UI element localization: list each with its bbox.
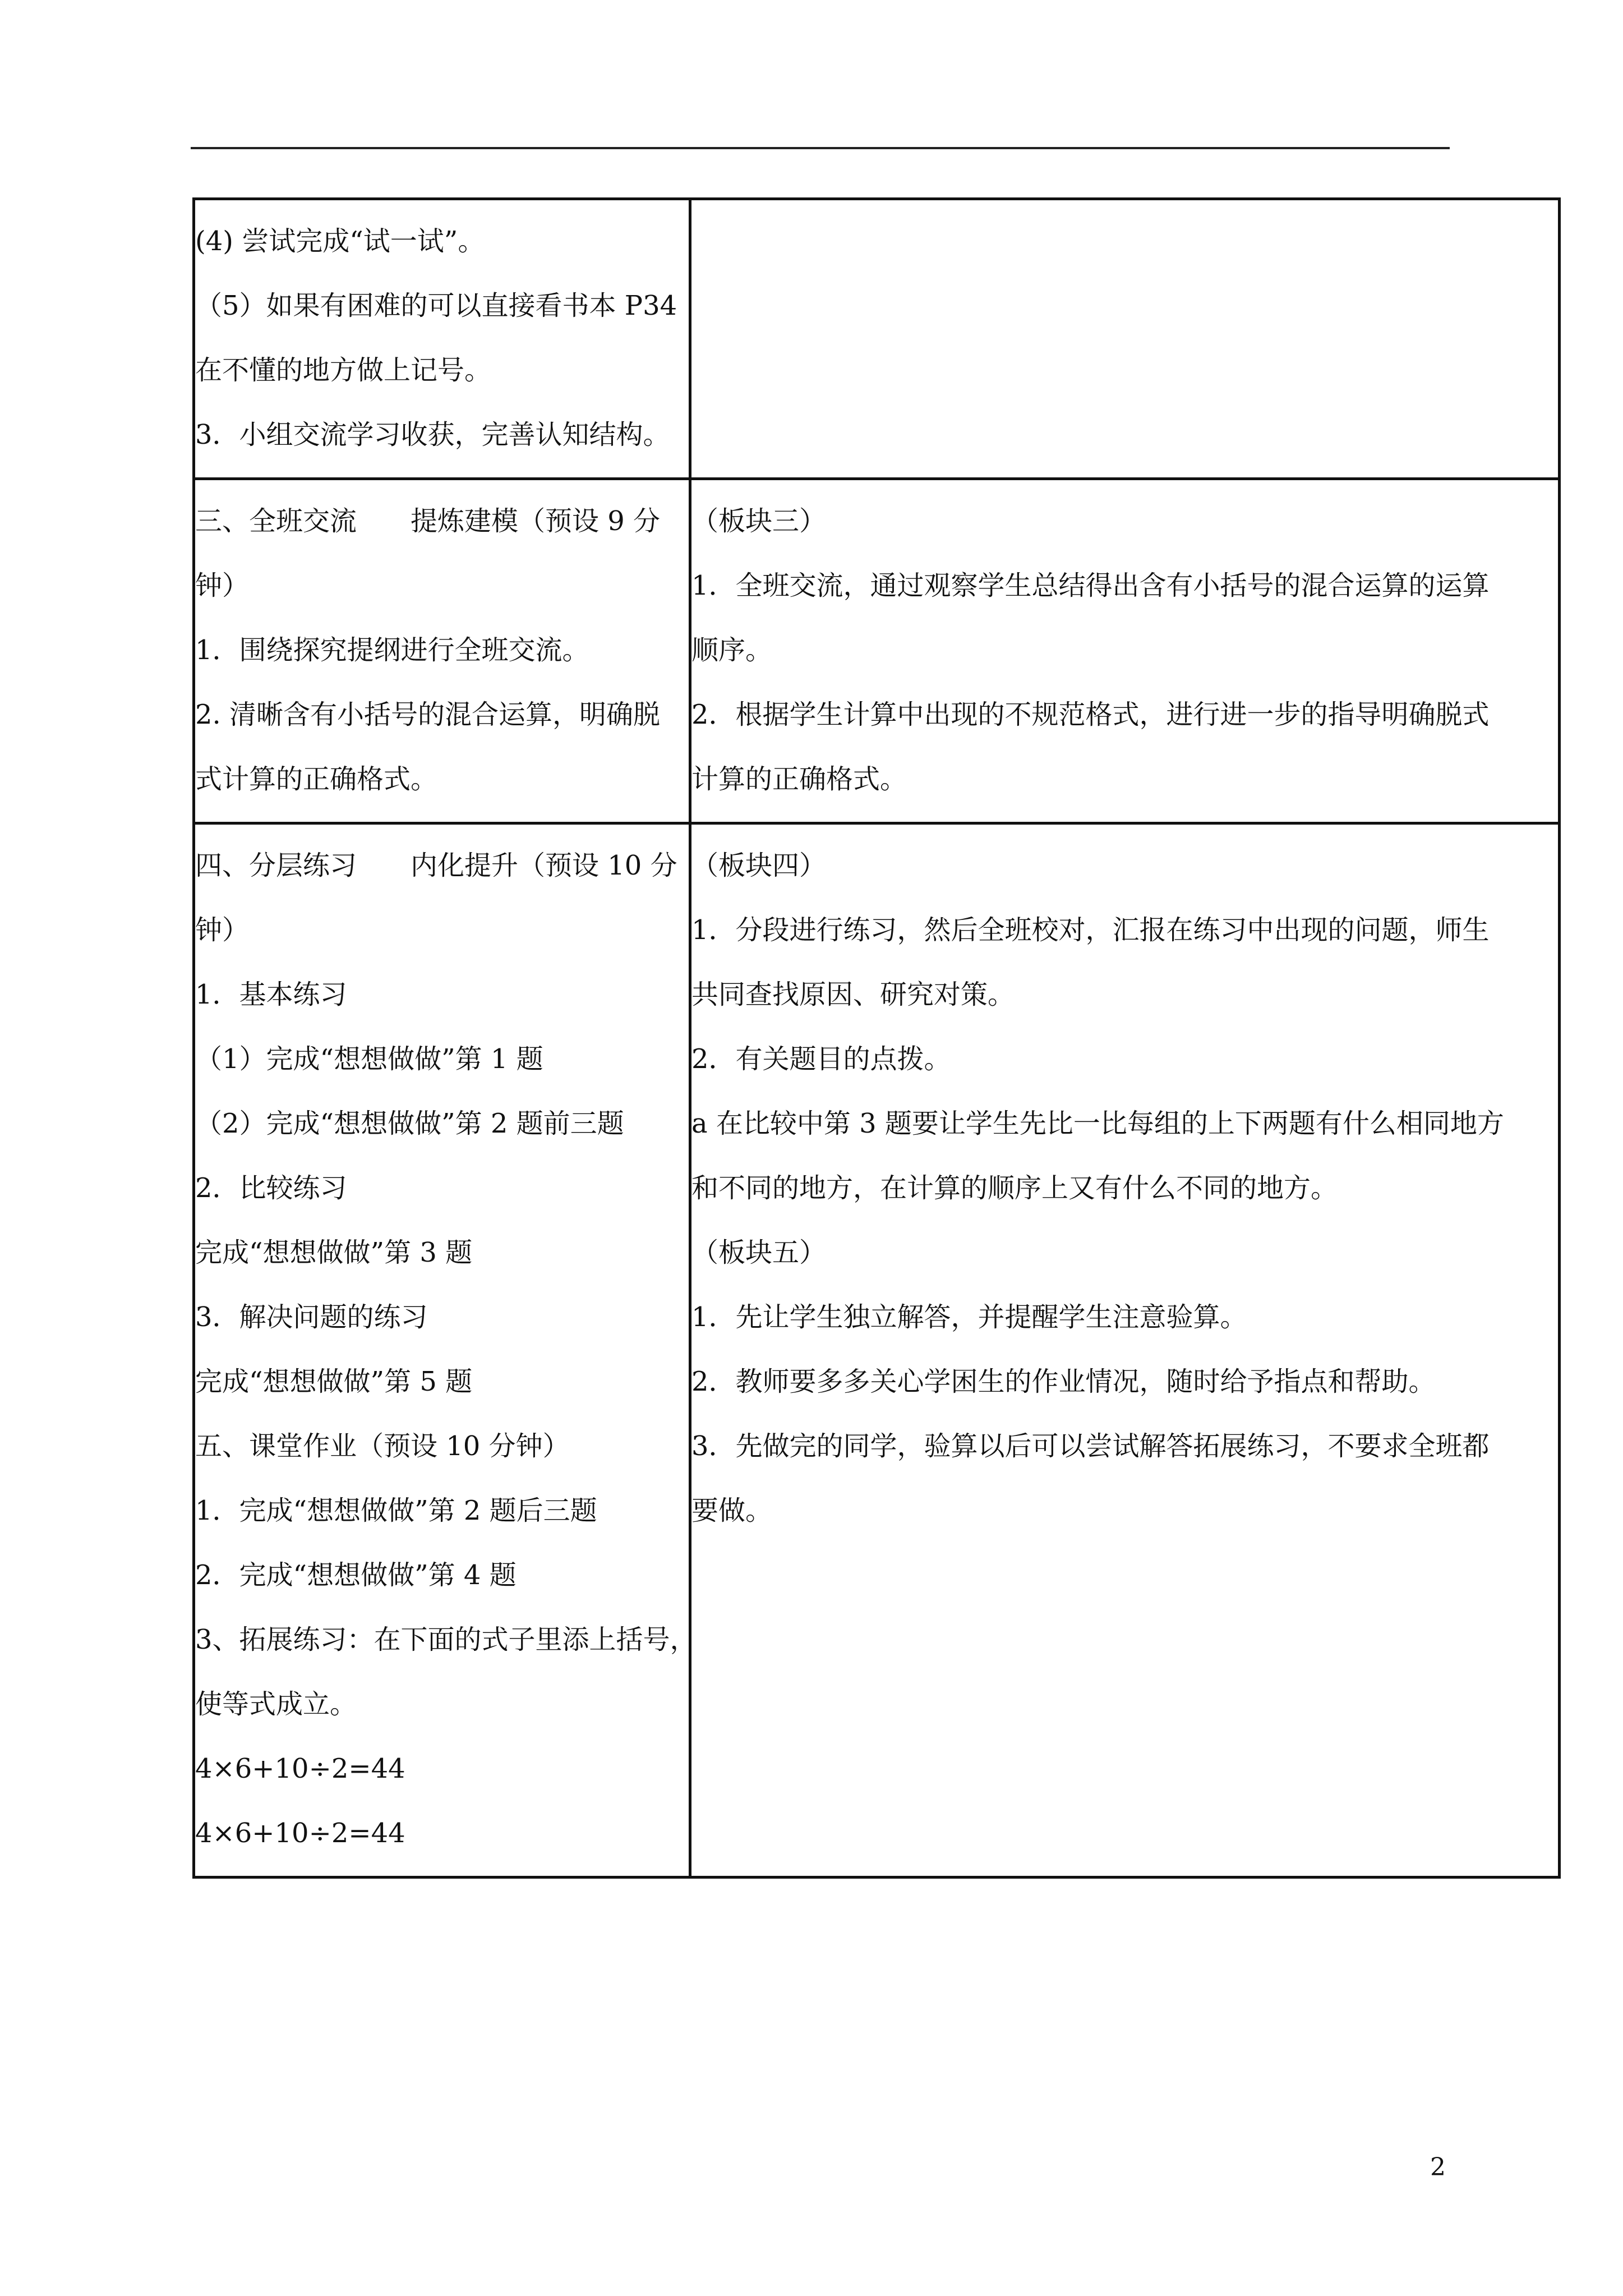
text-line: 2．有关题目的点拨。: [691, 1043, 951, 1075]
header-rule: [191, 147, 1450, 149]
text-line: 1．分段进行练习，然后全班校对，汇报在练习中出现的问题，师生: [691, 914, 1490, 946]
text-line: 1．先让学生独立解答，并提醒学生注意验算。: [691, 1301, 1247, 1333]
text-line: 式计算的正确格式。: [195, 763, 438, 795]
text-line: 四、分层练习 内化提升（预设 10 分: [195, 850, 677, 881]
text-line: 完成“想想做做”第 3 题: [195, 1237, 473, 1268]
text-line: 五、课堂作业（预设 10 分钟）: [195, 1430, 570, 1462]
text-line: 和不同的地方，在计算的顺序上又有什么不同的地方。: [691, 1172, 1338, 1204]
text-line: 1．基本练习: [195, 979, 347, 1010]
activity-cell: [194, 199, 690, 479]
text-line: 使等式成立。: [195, 1688, 357, 1720]
equation-line: 4×6+10÷2=44: [195, 1753, 405, 1784]
text-line: 1．完成“想想做做”第 2 题后三题: [195, 1495, 597, 1526]
text-line: 3．小组交流学习收获，完善认知结构。: [195, 419, 670, 450]
table-row: [194, 479, 1560, 823]
text-line: 1．全班交流，通过观察学生总结得出含有小括号的混合运算的运算: [691, 570, 1490, 601]
text-line: 三、全班交流 提炼建模（预设 9 分: [195, 505, 661, 537]
text-line: 顺序。: [691, 634, 773, 666]
text-line: 完成“想想做做”第 5 题: [195, 1366, 473, 1397]
table-row: [194, 823, 1560, 1878]
text-line: 钟）: [195, 914, 250, 946]
text-line: 钟）: [195, 570, 250, 601]
text-line: 在不懂的地方做上记号。: [195, 355, 492, 386]
text-line: 1．围绕探究提纲进行全班交流。: [195, 634, 589, 666]
guidance-cell: [690, 479, 1560, 823]
text-line: 2．完成“想想做做”第 4 题: [195, 1559, 517, 1591]
text-line: 3．先做完的同学，验算以后可以尝试解答拓展练习，不要求全班都: [691, 1430, 1490, 1462]
text-line: （板块四）: [691, 850, 827, 881]
text-line: （板块五）: [691, 1237, 827, 1268]
text-line: 2．根据学生计算中出现的不规范格式，进行进一步的指导明确脱式: [691, 699, 1490, 730]
lesson-plan-table: [192, 197, 1561, 1879]
text-line: （1）完成“想想做做”第 1 题: [195, 1043, 543, 1075]
text-line: 3．解决问题的练习: [195, 1301, 428, 1333]
text-line: （板块三）: [691, 505, 827, 537]
text-line: a 在比较中第 3 题要让学生先比一比每组的上下两题有什么相同地方: [691, 1108, 1504, 1139]
page-number: 2: [1430, 2153, 1446, 2182]
text-line: 要做。: [691, 1495, 773, 1526]
equation-line: 4×6+10÷2=44: [195, 1818, 405, 1849]
activity-cell: [194, 479, 690, 823]
guidance-cell: [690, 199, 1560, 479]
text-line: 2. 清晰含有小括号的混合运算，明确脱: [195, 699, 661, 730]
activity-cell: [194, 823, 697, 1878]
text-line: (4) 尝试完成“试一试”。: [195, 226, 485, 257]
text-line: （2）完成“想想做做”第 2 题前三题: [195, 1108, 624, 1139]
text-line: 2．教师要多多关心学困生的作业情况，随时给予指点和帮助。: [691, 1366, 1436, 1397]
text-line: （5）如果有困难的可以直接看书本 P34: [195, 290, 677, 321]
text-line: 3、拓展练习：在下面的式子里添上括号，: [195, 1624, 697, 1655]
guidance-cell: [690, 823, 1560, 1878]
text-line: 共同查找原因、研究对策。: [691, 979, 1015, 1010]
text-line: 计算的正确格式。: [691, 763, 907, 795]
text-line: 2．比较练习: [195, 1172, 347, 1204]
table-row: [194, 199, 1560, 479]
